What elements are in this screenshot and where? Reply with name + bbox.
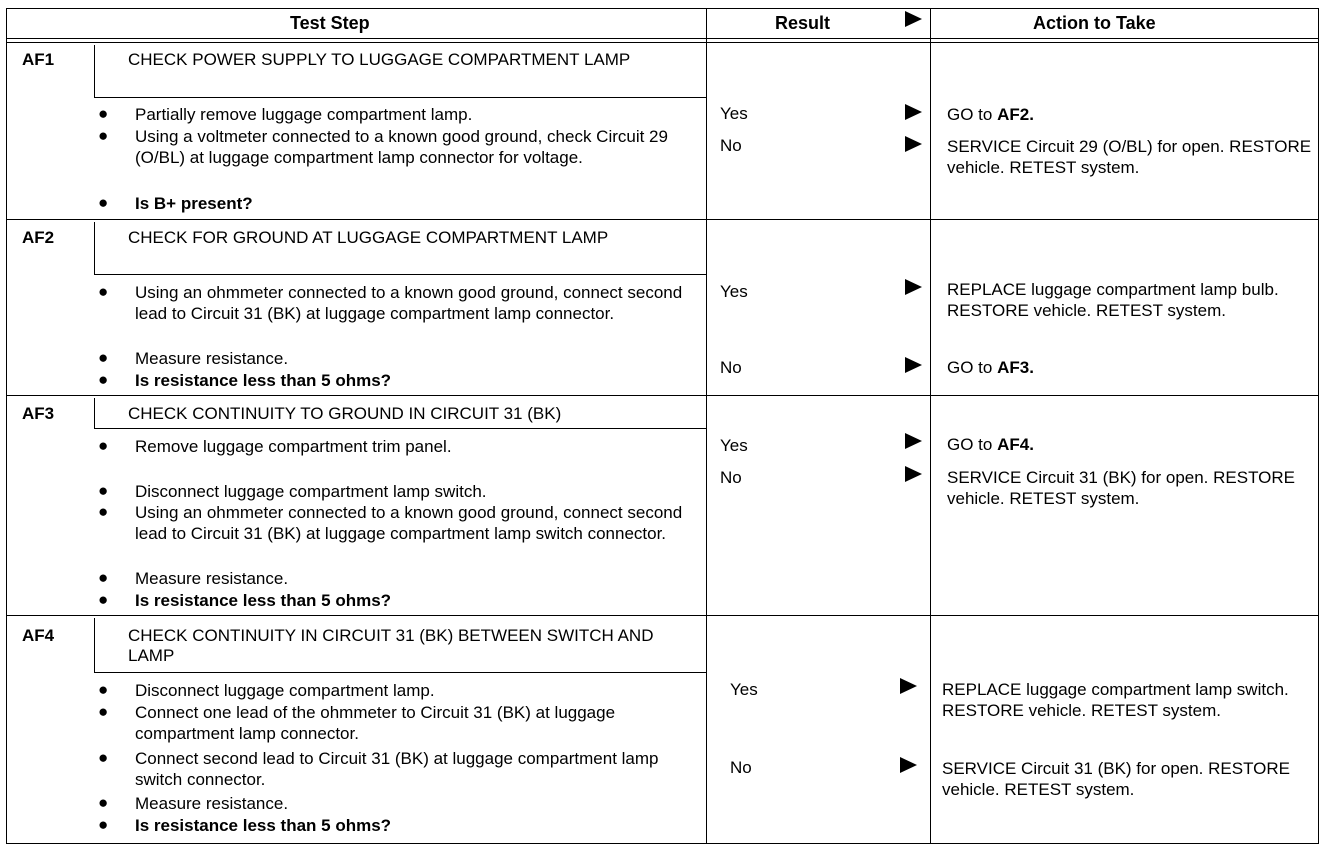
bullet-icon: ● xyxy=(98,126,109,145)
action-text: SERVICE Circuit 31 (BK) for open. RESTORE vehicle. RETEST system. xyxy=(942,759,1290,799)
action-text: REPLACE luggage compartment lamp switch. RESTORE vehicle. RETEST system. xyxy=(942,680,1289,720)
result-yes: Yes xyxy=(730,680,758,699)
arrow-icon xyxy=(905,279,922,295)
step-question: Is resistance less than 5 ohms? xyxy=(135,591,392,610)
id-divider-af1 xyxy=(94,45,95,97)
row-divider-af2 xyxy=(6,395,1319,396)
step-text: Partially remove luggage compartment lamp. xyxy=(135,105,473,124)
step-text: Disconnect luggage compartment lamp switch. xyxy=(135,482,487,501)
bullet-icon: ● xyxy=(98,748,109,767)
bullet-icon: ● xyxy=(98,282,109,301)
arrow-icon xyxy=(905,104,922,120)
step-title-af2: CHECK FOR GROUND AT LUGGAGE COMPARTMENT LAMP xyxy=(128,228,609,247)
arrow-icon xyxy=(905,466,922,482)
column-divider-action xyxy=(930,8,931,844)
bullet-icon: ● xyxy=(98,568,109,587)
step-text: Using an ohmmeter connected to a known good ground, connect second lead to Circuit 31 (BK) at luggage compartment lamp switch connector. xyxy=(135,503,683,543)
title-divider-af4 xyxy=(94,672,706,673)
step-id-af2: AF2 xyxy=(22,228,55,247)
header-divider xyxy=(6,38,1319,39)
result-yes: Yes xyxy=(720,282,748,301)
title-divider-af1 xyxy=(94,97,706,98)
action-text: GO to AF3. xyxy=(947,358,1034,377)
step-title-af4: CHECK CONTINUITY IN CIRCUIT 31 (BK) BETWEEN SWITCH AND LAMP xyxy=(128,626,654,665)
result-yes: Yes xyxy=(720,104,748,123)
step-id-af1: AF1 xyxy=(22,50,55,69)
id-divider-af2 xyxy=(94,222,95,274)
step-text: Using an ohmmeter connected to a known good ground, connect second lead to Circuit 31 (BK) at luggage compartment lamp connector. xyxy=(135,283,683,323)
arrow-icon xyxy=(905,357,922,373)
bullet-icon: ● xyxy=(98,702,109,721)
title-divider-af3 xyxy=(94,428,706,429)
bullet-icon: ● xyxy=(98,502,109,521)
step-text: Using a voltmeter connected to a known good ground, check Circuit 29 (O/BL) at luggage compartment lamp connector for voltage. xyxy=(135,127,668,167)
action-text: REPLACE luggage compartment lamp bulb. RESTORE vehicle. RETEST system. xyxy=(947,280,1279,320)
bullet-icon: ● xyxy=(98,193,109,212)
step-question: Is resistance less than 5 ohms? xyxy=(135,371,392,390)
step-text: Measure resistance. xyxy=(135,349,289,368)
bullet-icon: ● xyxy=(98,680,109,699)
header-test-step: Test Step xyxy=(290,13,370,33)
arrow-icon xyxy=(905,433,922,449)
header-divider-double xyxy=(6,42,1319,43)
step-title-af3: CHECK CONTINUITY TO GROUND IN CIRCUIT 31 (BK) xyxy=(128,404,562,423)
result-no: No xyxy=(720,358,742,377)
bullet-icon: ● xyxy=(98,590,109,609)
id-divider-af4 xyxy=(94,618,95,672)
action-text: GO to AF4. xyxy=(947,435,1034,454)
step-id-af3: AF3 xyxy=(22,404,55,423)
step-text: Connect one lead of the ohmmeter to Circuit 31 (BK) at luggage compartment lamp connector. xyxy=(135,703,616,743)
bullet-icon: ● xyxy=(98,481,109,500)
bullet-icon: ● xyxy=(98,436,109,455)
result-no: No xyxy=(720,468,742,487)
bullet-icon: ● xyxy=(98,370,109,389)
column-divider-result xyxy=(706,8,707,844)
step-text: Measure resistance. xyxy=(135,569,289,588)
bullet-icon: ● xyxy=(98,104,109,123)
step-text: Disconnect luggage compartment lamp. xyxy=(135,681,435,700)
row-divider-af1 xyxy=(6,219,1319,220)
id-divider-af3 xyxy=(94,398,95,428)
bullet-icon: ● xyxy=(98,793,109,812)
step-text: Connect second lead to Circuit 31 (BK) at luggage compartment lamp switch connector. xyxy=(135,749,659,789)
arrow-icon xyxy=(905,136,922,152)
step-question: Is B+ present? xyxy=(135,194,253,213)
title-divider-af2 xyxy=(94,274,706,275)
arrow-icon xyxy=(900,678,917,694)
step-text: Measure resistance. xyxy=(135,794,289,813)
bullet-icon: ● xyxy=(98,815,109,834)
arrow-icon xyxy=(900,757,917,773)
header-arrow-icon xyxy=(905,11,922,27)
step-title-af1: CHECK POWER SUPPLY TO LUGGAGE COMPARTMENT LAMP xyxy=(128,50,631,69)
result-no: No xyxy=(730,758,752,777)
action-text: GO to AF2. xyxy=(947,105,1034,124)
header-action: Action to Take xyxy=(1033,13,1156,33)
result-no: No xyxy=(720,136,742,155)
result-yes: Yes xyxy=(720,436,748,455)
header-result: Result xyxy=(775,13,831,33)
step-id-af4: AF4 xyxy=(22,626,55,645)
action-text: SERVICE Circuit 31 (BK) for open. RESTORE vehicle. RETEST system. xyxy=(947,468,1295,508)
action-text: SERVICE Circuit 29 (O/BL) for open. RESTORE vehicle. RETEST system. xyxy=(947,137,1312,177)
step-text: Remove luggage compartment trim panel. xyxy=(135,437,452,456)
row-divider-af3 xyxy=(6,615,1319,616)
bullet-icon: ● xyxy=(98,348,109,367)
step-question: Is resistance less than 5 ohms? xyxy=(135,816,392,835)
